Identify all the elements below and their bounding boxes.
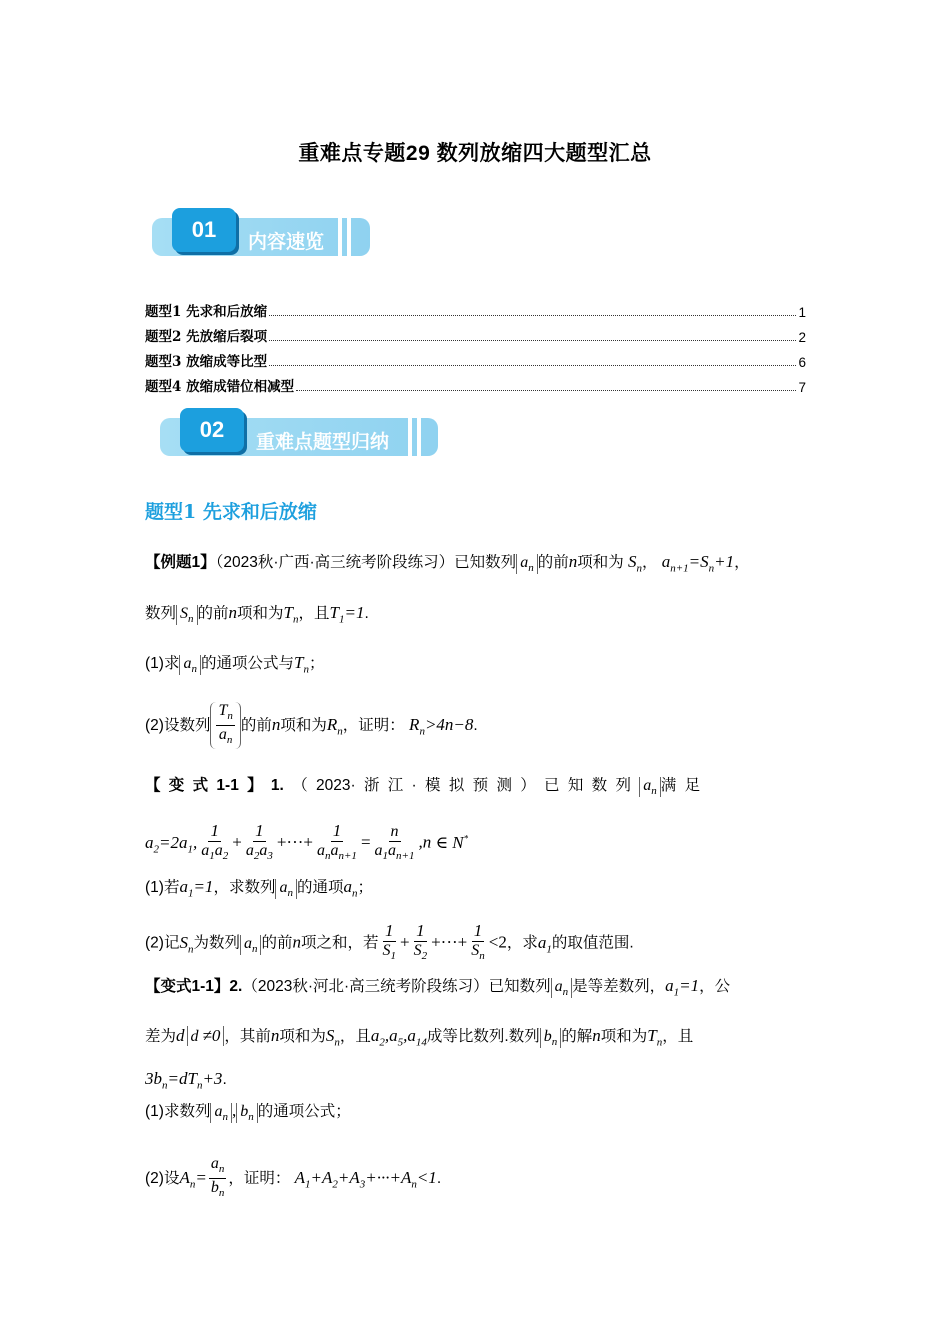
text: 的取值范围. bbox=[551, 934, 634, 952]
math: $T_n$ bbox=[647, 1026, 663, 1049]
toc-page: 1 bbox=[798, 305, 806, 320]
math: $A_1+A_2+A_3+\cdot\cdot\cdot+A_n<1$ bbox=[290, 1167, 437, 1191]
math: n bbox=[592, 1026, 601, 1045]
math: n bbox=[271, 714, 281, 734]
section-heading: 题型1 先求和后放缩 bbox=[145, 501, 317, 523]
text: 项之和，若 bbox=[300, 934, 379, 952]
text: 项和为 bbox=[577, 554, 624, 571]
text: 数列 bbox=[145, 605, 177, 622]
example-tag: 【例题1】 bbox=[145, 554, 216, 571]
text: ，证明： bbox=[342, 716, 405, 734]
badge-stripes bbox=[402, 418, 421, 461]
toc-page: 6 bbox=[798, 355, 806, 370]
badge-stripes bbox=[332, 218, 351, 261]
text: 的前 bbox=[261, 934, 293, 952]
text: . bbox=[436, 1169, 442, 1187]
text: ， bbox=[641, 554, 658, 571]
section-badge-02 bbox=[160, 418, 440, 462]
text: ，求数列 bbox=[213, 879, 276, 896]
math: $\frac{1}{a_na_{n+1}}$ bbox=[317, 821, 357, 863]
math: $a_n$ bbox=[343, 877, 358, 900]
text: （2023秋·广西·高三统考阶段练习）已知数列 bbox=[215, 554, 517, 571]
math: + bbox=[400, 932, 410, 952]
text: 项和为 bbox=[600, 1028, 648, 1045]
math: $a_1=1$ bbox=[665, 976, 700, 999]
math: n bbox=[228, 603, 238, 622]
example-1-q2 bbox=[145, 702, 807, 749]
toc-leader bbox=[269, 315, 796, 316]
toc-item[interactable] bbox=[145, 375, 806, 395]
math: $\frac{1}{S_2}$ bbox=[413, 921, 428, 963]
variant-2-line-1 bbox=[145, 974, 807, 998]
example-tag: 【变式1-1】2. bbox=[145, 978, 243, 995]
math: $S_n$ bbox=[623, 552, 642, 575]
text: 项和为 bbox=[280, 716, 327, 734]
math: $a_2=2a_1$, bbox=[145, 832, 198, 856]
text: 的通项公式与 bbox=[200, 655, 294, 672]
text: ； bbox=[357, 879, 373, 896]
text: (2)记 bbox=[145, 934, 180, 952]
example-tag: 【 变 式 1-1 】 1. bbox=[145, 777, 284, 794]
variant-1-q2 bbox=[145, 922, 807, 965]
math: d d ≠0 bbox=[176, 1026, 224, 1045]
text: . bbox=[364, 605, 369, 622]
text: ， bbox=[734, 554, 750, 571]
toc-leader bbox=[269, 365, 796, 366]
math: + bbox=[232, 832, 242, 852]
math: n bbox=[568, 552, 578, 571]
math: n bbox=[270, 1026, 280, 1045]
math: $A_n=$ bbox=[179, 1167, 207, 1191]
math: $\frac{a_n}{b_n}$ bbox=[210, 1155, 225, 1200]
math: $\frac{1}{S_n}$ bbox=[471, 921, 485, 963]
text: (2)设数列 bbox=[145, 716, 211, 734]
text: ，公 bbox=[699, 978, 731, 995]
example-1-q1 bbox=[145, 651, 807, 675]
math: $R_n>4n-8$ bbox=[404, 714, 474, 738]
text: 是等差数列， bbox=[572, 978, 666, 995]
toc-item-label: 题型4 放缩成错位相减型 bbox=[145, 379, 295, 395]
text: 的前 bbox=[197, 605, 229, 622]
math: $3b_n=dT_n+3$ bbox=[145, 1069, 223, 1092]
badge-label: 重难点题型归纳 bbox=[256, 432, 390, 453]
math: n bbox=[292, 932, 301, 952]
example-1-line-2 bbox=[145, 601, 807, 625]
toc-item-label: 题型1 先求和后放缩 bbox=[145, 304, 268, 320]
text: ，求 bbox=[506, 934, 538, 952]
math: <2 bbox=[488, 932, 507, 952]
math: $a_n$ bbox=[240, 935, 262, 955]
text: （2023秋·河北·高三统考阶段练习）已知数列 bbox=[242, 978, 551, 995]
toc-item-label: 题型3 放缩成等比型 bbox=[145, 354, 268, 370]
toc-item[interactable] bbox=[145, 350, 806, 370]
text: ，证明： bbox=[228, 1169, 291, 1187]
variant-2-line-2 bbox=[145, 1024, 807, 1048]
variant-1-q1 bbox=[145, 875, 807, 899]
toc-leader bbox=[269, 340, 796, 341]
text: ，且 bbox=[339, 1028, 371, 1045]
math: $a_n$ bbox=[551, 978, 573, 998]
text: 的通项 bbox=[296, 879, 344, 896]
math: ,n ∈ N* bbox=[418, 832, 469, 852]
text: （ 2023· 浙 江 · 模 拟 预 测 ） 已 知 数 列 bbox=[292, 777, 631, 794]
variant-1-line-1 bbox=[145, 773, 807, 797]
math: $S_n$ bbox=[179, 932, 194, 956]
badge-number: 01 bbox=[172, 208, 236, 252]
math: $\frac{n}{a_1a_{n+1}}$ bbox=[374, 822, 415, 862]
toc-leader bbox=[296, 390, 796, 391]
math: +···+ bbox=[431, 932, 468, 952]
text: ，其前 bbox=[224, 1028, 271, 1045]
math: , bbox=[231, 1101, 237, 1120]
text: (1)求 bbox=[145, 655, 180, 672]
text: 项和为 bbox=[279, 1028, 326, 1045]
toc-page: 7 bbox=[798, 380, 806, 395]
math: $T_n$ bbox=[293, 653, 309, 676]
math: $\frac{1}{a_2a_3}$ bbox=[245, 821, 273, 863]
text: ，且 bbox=[662, 1028, 694, 1045]
math: $a_n$ bbox=[639, 777, 661, 797]
math: $S_n$ bbox=[176, 605, 198, 625]
math: $b_n$ bbox=[540, 1028, 562, 1048]
math: = bbox=[360, 832, 371, 852]
math: $a_2,a_5,a_{14}$ bbox=[370, 1026, 427, 1049]
text: (1)若 bbox=[145, 879, 180, 896]
text: 差为 bbox=[145, 1028, 177, 1045]
text: . bbox=[473, 716, 478, 734]
math: $\frac{1}{a_1a_2}$ bbox=[201, 821, 229, 863]
text: 的解 bbox=[561, 1028, 593, 1045]
toc-page: 2 bbox=[798, 330, 806, 345]
variant-2-q1 bbox=[145, 1099, 807, 1123]
badge-label: 内容速览 bbox=[248, 232, 325, 253]
text: 的前 bbox=[537, 554, 569, 571]
variant-2-line-3 bbox=[145, 1069, 807, 1091]
math: +···+ bbox=[276, 832, 313, 852]
math: $\frac{1}{S_1}$ bbox=[382, 921, 396, 963]
text: 的通项公式； bbox=[257, 1103, 351, 1120]
math: $a_n$ bbox=[210, 1103, 232, 1123]
toc-item[interactable] bbox=[145, 325, 806, 345]
math: $T_n$ bbox=[283, 603, 299, 626]
math: $a_n$ bbox=[516, 554, 538, 574]
badge-number: 02 bbox=[180, 408, 244, 452]
text: ； bbox=[308, 655, 325, 672]
text: 的前 bbox=[240, 716, 272, 734]
toc-item-label: 题型2 先放缩后裂项 bbox=[145, 329, 268, 345]
math: $a_1$ bbox=[537, 932, 552, 956]
math: $S_n$ bbox=[325, 1026, 340, 1049]
math: $\frac{T_n}{a_n}$ bbox=[210, 702, 240, 749]
text: (1)求数列 bbox=[145, 1103, 211, 1120]
toc-item[interactable] bbox=[145, 300, 806, 320]
math: $R_n$ bbox=[326, 714, 343, 738]
page-title: 重难点专题29 数列放缩四大题型汇总 bbox=[298, 142, 652, 165]
text: (2)设 bbox=[145, 1169, 180, 1187]
math: $a_n$ bbox=[179, 655, 201, 675]
text: 为数列 bbox=[193, 934, 240, 952]
table-of-contents bbox=[145, 300, 806, 400]
text: 成等比数列.数列 bbox=[426, 1028, 540, 1045]
math: $b_n$ bbox=[236, 1103, 258, 1123]
text: . bbox=[222, 1071, 227, 1088]
variant-1-formula bbox=[145, 822, 807, 865]
math: $a_n$ bbox=[275, 879, 297, 899]
variant-2-q2 bbox=[145, 1155, 807, 1202]
example-1-line-1 bbox=[145, 550, 807, 574]
math: $a_1=1$ bbox=[179, 877, 214, 900]
text: 满 足 bbox=[660, 777, 701, 794]
text: 项和为 bbox=[237, 605, 284, 622]
text: ，且 bbox=[298, 605, 330, 622]
math: $T_1=1$ bbox=[329, 603, 365, 626]
math: $a_{n+1}=S_n+1$ bbox=[657, 552, 735, 575]
